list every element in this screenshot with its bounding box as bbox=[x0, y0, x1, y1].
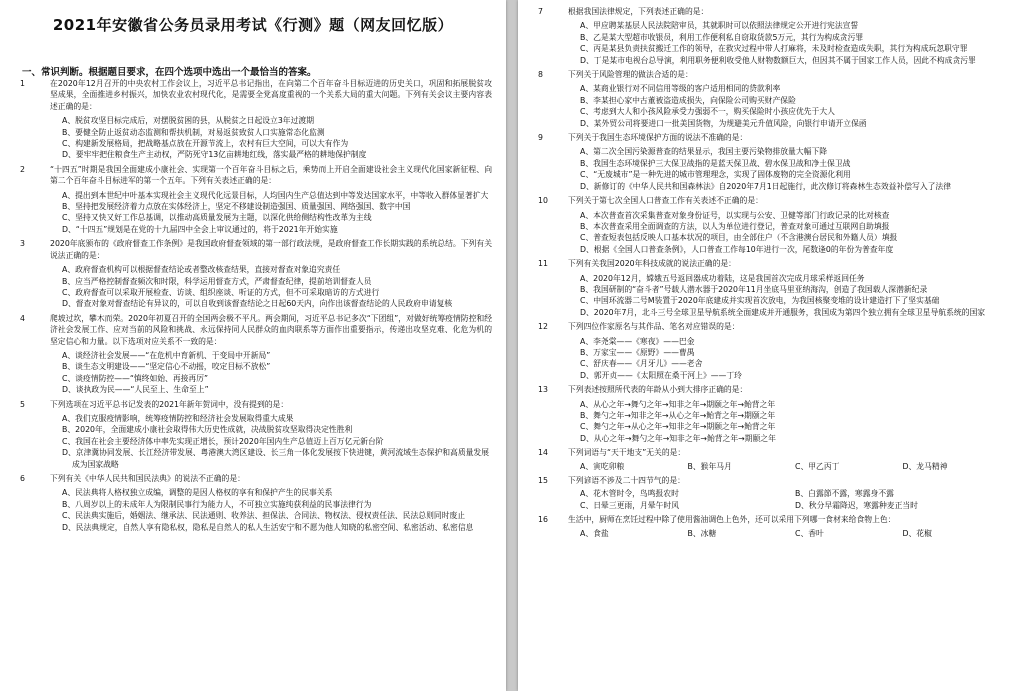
question-3 bbox=[18, 238, 492, 309]
document-title: 2021年安徽省公务员录用考试《行测》题（网友回忆版） bbox=[52, 16, 454, 34]
option-c: C、香叶 bbox=[795, 528, 824, 538]
question-number: 4 bbox=[20, 313, 25, 323]
option-d: D、“十四五”规划是在党的十九届四中全会上审议通过的，将于2021年开始实施 bbox=[62, 224, 338, 234]
option-d: D、民法典规定，自然人享有隐私权，隐私是自然人的私人生活安宁和不愿为他人知晓的私密空间、私密活动、私密信息 bbox=[62, 522, 474, 532]
question-8 bbox=[536, 69, 1010, 129]
option-d: D、丁是某市电视台总导演，利用职务便利收受他人财物数额巨大，但因其不属于国家工作人员，因此不构成贪污罪 bbox=[580, 55, 976, 65]
option-d: D、要牢牢把住粮食生产主动权，严防死守13亿亩耕地红线，落实最严格的耕地保护制度 bbox=[62, 150, 367, 160]
question-stem: 下列表述按照所代表的年龄从小到大排序正确的是： bbox=[568, 385, 748, 395]
question-number: 15 bbox=[538, 476, 548, 486]
question-stem: 下列有关我国2020年科技成就的说法正确的是： bbox=[568, 259, 736, 269]
option-c: C、普查短表包括反映人口基本状况的项目，由全部住户（不含港澳台居民和外籍人员）填报 bbox=[580, 233, 898, 243]
option-a: A、第二次全国污染源普查的结果显示，我国主要污染物排放量大幅下降 bbox=[580, 147, 828, 157]
document-page-right bbox=[518, 0, 1024, 691]
option-a: A、从心之年→舞勺之年→知非之年→期颐之年→鲐背之年 bbox=[580, 399, 776, 409]
option-a: A、政府督查机构可以根据督查结论或者整改核查结果，直接对督查对象追究责任 bbox=[62, 265, 341, 275]
question-stem: 2020年底颁布的《政府督查工作条例》是我国政府督查领域的第一部行政法规，是政府督查工作长期实践的系统总结。下列有关说法正确的是： bbox=[50, 239, 492, 260]
option-d: D、新修订的《中华人民共和国森林法》自2020年7月1日起施行，此次修订将森林生态效益补偿写入了法律 bbox=[580, 181, 952, 191]
option-a: A、李尧棠——《寒夜》——巴金 bbox=[580, 336, 695, 346]
question-stem: “十四五”时期是我国全面建成小康社会、实现第一个百年奋斗目标之后，乘势而上开启全面建设社会主义现代化国家新征程、向第二个百年奋斗目标进军的第一个五年。下列有关表述正确的是： bbox=[50, 164, 492, 186]
option-b: B、谈生态文明建设——“坚定信心不动摇，咬定目标不放松” bbox=[62, 362, 271, 372]
question-number: 10 bbox=[538, 196, 548, 206]
option-a: A、2020年12月，嫦娥五号返回器成功着陆，这是我国首次完成月球采样返回任务 bbox=[580, 273, 865, 283]
option-b: B、要健全防止返贫动态监测和帮扶机制，对易返贫致贫人口实施常态化监测 bbox=[62, 127, 325, 137]
option-d: D、龙马精神 bbox=[902, 461, 948, 471]
option-c: C、民法典实施后，婚姻法、继承法、民法通则、收养法、担保法、合同法、物权法、侵权责任法、民法总则同时废止 bbox=[62, 511, 466, 521]
option-d: D、京津冀协同发展、长江经济带发展、粤港澳大湾区建设、长三角一体化发展按下快进键，黄河流域生态保护和高质量发展成为国家战略 bbox=[62, 448, 490, 469]
option-c: C、考虑到大人和小孩风险承受力强弱不一，购买保险时小孩应优先于大人 bbox=[580, 107, 835, 117]
option-c: C、甲乙丙丁 bbox=[795, 461, 840, 471]
question-number: 8 bbox=[538, 70, 543, 80]
question-number: 11 bbox=[538, 259, 548, 269]
option-c: C、中国环流器二号M装置于2020年底建成并实现首次放电，为我国核聚变堆的设计建造打下了坚实基础 bbox=[580, 296, 940, 306]
option-a: A、食盐 bbox=[580, 528, 609, 538]
question-1 bbox=[18, 78, 492, 161]
option-b: B、2020年，全面建成小康社会取得伟大历史性成就，决战脱贫攻坚取得决定性胜利 bbox=[62, 425, 353, 435]
option-b: B、白露節不露，寒露身不露 bbox=[795, 489, 894, 499]
option-d: D、秋分早霜降迟，寒露种麦正当时 bbox=[795, 500, 918, 510]
option-d: D、某外贸公司将要进口一批美国货物，为规避美元升值风险，向银行申请开立保函 bbox=[580, 118, 867, 128]
option-c: C、丙是某县负责扶贫搬迁工作的领导，在救灾过程中带人打麻将，未及时检查造成失职，其行为构成玩忽职守罪 bbox=[580, 44, 968, 54]
question-number: 12 bbox=[538, 322, 548, 332]
option-d: D、郭开贞——《太阳照在桑干河上》——丁玲 bbox=[580, 370, 742, 380]
option-a: A、民法典将人格权独立成编，调整的是因人格权的享有和保护产生的民事关系 bbox=[62, 488, 333, 498]
option-c: C、我国在社会主要经济体中率先实现正增长，预计2020年国内生产总值迈上百万亿元新台阶 bbox=[62, 436, 384, 446]
question-stem: 下列选项在习近平总书记发表的2021年新年贺词中，没有提到的是： bbox=[50, 399, 289, 409]
option-b: B、本次普查采用全面调查的方法，以人为单位进行登记，普查对象可通过互联网自助填报 bbox=[580, 221, 890, 231]
option-d: D、根据《全国人口普查条例》，人口普查工作每10年进行一次，尾数逢0的年份为普查年度 bbox=[580, 244, 894, 254]
option-c: C、谈疫情防控——“慎终如始、再接再厉” bbox=[62, 373, 209, 383]
question-16 bbox=[536, 514, 1010, 539]
option-b: B、猴年马月 bbox=[687, 461, 732, 471]
option-b: B、我国研制的“奋斗者”号载人潜水器于2020年11月坐底马里亚纳海沟，创造了我国载人深潜新纪录 bbox=[580, 284, 928, 294]
question-7 bbox=[536, 6, 1010, 66]
option-a: A、本次普查首次采集普查对象身份证号，以实现与公安、卫健等部门行政记录的比对核查 bbox=[580, 210, 890, 220]
option-d: D、花椒 bbox=[902, 528, 932, 538]
question-number: 7 bbox=[538, 7, 543, 16]
question-number: 14 bbox=[538, 448, 548, 458]
question-number: 9 bbox=[538, 133, 543, 143]
option-b: B、舞勺之年→知非之年→从心之年→鲐背之年→期颐之年 bbox=[580, 411, 776, 420]
question-stem: 根据我国法律规定，下列表述正确的是： bbox=[568, 7, 709, 16]
option-c: C、日晕三更雨，月晕午时风 bbox=[580, 500, 680, 510]
question-2 bbox=[18, 164, 492, 235]
option-b: B、万家宝——《原野》——曹禺 bbox=[580, 347, 695, 357]
question-6 bbox=[18, 473, 492, 533]
question-13 bbox=[536, 384, 1010, 444]
question-number: 3 bbox=[20, 239, 25, 249]
question-stem: 下列有关《中华人民共和国民法典》的说法不正确的是： bbox=[50, 474, 245, 483]
option-b: B、李某担心家中古董被盗造成损失，向保险公司购买财产保险 bbox=[580, 95, 796, 105]
question-5 bbox=[18, 399, 492, 470]
question-10 bbox=[536, 195, 1010, 255]
question-11 bbox=[536, 258, 1010, 318]
option-b: B、冰糖 bbox=[687, 528, 717, 538]
section-heading: 一、常识判断。根据题目要求，在四个选项中选出一个最恰当的答案。 bbox=[22, 67, 317, 78]
question-stem: 下列词语与“天干地支”无关的是： bbox=[568, 448, 686, 458]
option-c: C、舒庆春——《月牙儿》——老舍 bbox=[580, 359, 703, 369]
option-b: B、乙是某大型超市收银员，利用工作便利私自窃取货款5万元，其行为构成贪污罪 bbox=[580, 32, 864, 42]
question-number: 2 bbox=[20, 164, 25, 174]
question-14 bbox=[536, 447, 1010, 472]
question-stem: 下列关于第七次全国人口普查工作有关表述不正确的是： bbox=[568, 196, 763, 206]
question-number: 1 bbox=[20, 79, 25, 88]
question-number: 6 bbox=[20, 474, 25, 483]
option-a: A、某商业银行对不同信用等级的客户适用相同的贷款利率 bbox=[580, 84, 781, 94]
question-list-right bbox=[536, 6, 1010, 542]
option-a: A、甲应聘某基层人民法院陪审员，其就职时可以依照法律规定公开进行宪法宣誓 bbox=[580, 21, 859, 31]
option-d: D、督查对象对督查结论有异议的，可以自收到该督查结论之日起60天内，向作出该督查结论的人民政府申请复核 bbox=[62, 299, 453, 309]
question-stem: 下列关于风险管理的做法合适的是： bbox=[568, 70, 693, 80]
option-b: B、坚持把发展经济着力点放在实体经济上，坚定不移建设制造强国、质量强国、网络强国、数字中国 bbox=[62, 202, 411, 212]
question-9 bbox=[536, 132, 1010, 192]
question-stem: 下列四位作家原名与其作品、笔名对应错误的是： bbox=[568, 322, 740, 332]
document-page-left bbox=[0, 0, 506, 691]
option-a: A、寅吃卯粮 bbox=[580, 461, 625, 471]
option-d: D、从心之年→舞勺之年→知非之年→鲐背之年→期颐之年 bbox=[580, 433, 776, 443]
question-list-left bbox=[18, 78, 492, 536]
question-stem: 生活中，厨师在烹饪过程中除了使用酱油调色上色外，还可以采用下列哪一食材来给食物上色： bbox=[568, 515, 896, 525]
option-a: A、花木管时令，鸟鸣报农时 bbox=[580, 489, 679, 499]
question-4 bbox=[18, 313, 492, 396]
question-number: 13 bbox=[538, 385, 548, 395]
question-number: 16 bbox=[538, 515, 548, 525]
option-c: C、舞勺之年→从心之年→知非之年→期颐之年→鲐背之年 bbox=[580, 422, 776, 432]
question-12 bbox=[536, 321, 1010, 381]
option-b: B、八周岁以上的未成年人为限制民事行为能力人，不可独立实施纯获利益的民事法律行为 bbox=[62, 499, 372, 509]
option-c: C、“无废城市”是一种先进的城市管理理念，实现了固体废物的完全资源化利用 bbox=[580, 170, 851, 180]
option-a: A、我们克服疫情影响，统筹疫情防控和经济社会发展取得重大成果 bbox=[62, 413, 294, 423]
option-d: D、谈执政为民——“人民至上、生命至上” bbox=[62, 385, 209, 395]
option-d: D、2020年7月，北斗三号全球卫星导航系统全面建成并开通服务，我国成为第四个独立拥有全球卫星导航系统的国家 bbox=[580, 307, 986, 317]
option-c: C、坚持又快又好工作总基调，以推动高质量发展为主题，以深化供给侧结构性改革为主线 bbox=[62, 213, 372, 223]
question-stem: 爬坡过坎，攀木而荣。2020年初夏召开的全国两会极不平凡。两会期间，习近平总书记多次“下团组”，对做好统筹疫情防控和经济社会发展工作、应对当前的风险和挑战、永远保持同人民群众的血肉联系等方面作出重要指示，传递出攻坚克难、化危为机的坚定信心和力量。以下选项对应关系不一致的是： bbox=[50, 313, 492, 346]
option-a: A、提出到本世纪中叶基本实现社会主义现代化远景目标，人均国内生产总值达到中等发达国家水平，中等收入群体显著扩大 bbox=[62, 190, 489, 200]
question-15 bbox=[536, 475, 1010, 511]
option-c: C、政府督查可以采取开展检查、访谈、组织座谈、听证的方式，但不可采取暗访的方式进行 bbox=[62, 287, 380, 297]
option-b: B、我国生态环境保护三大保卫战指的是蓝天保卫战、碧水保卫战和净土保卫战 bbox=[580, 158, 851, 168]
question-stem: 在2020年12月召开的中央农村工作会议上，习近平总书记指出，在向第二个百年奋斗目标迈进的历史关口，巩固和拓展脱贫攻坚成果，全面推进乡村振兴，加快农业农村现代化，是需要全党高度重视的一个关系大局的重大问题。下列有关会议主要内容表述正确的是： bbox=[50, 79, 492, 111]
option-a: A、谈经济社会发展——“在危机中育新机、于变局中开新局” bbox=[62, 350, 271, 360]
option-a: A、脱贫攻坚目标完成后，对摆脱贫困的县，从脱贫之日起设立3年过渡期 bbox=[62, 116, 314, 126]
option-c: C、构建新发展格局，把战略基点放在开源节流上，农村有巨大空间，可以大有作为 bbox=[62, 139, 349, 149]
option-b: B、应当严格控制督查频次和时限，科学运用督查方式，严肃督查纪律，提前培训督查人员 bbox=[62, 276, 372, 286]
question-number: 5 bbox=[20, 399, 25, 409]
question-stem: 下列关于我国生态环境保护方面的说法不准确的是： bbox=[568, 133, 748, 143]
question-stem: 下列谚语不涉及二十四节气的是： bbox=[568, 476, 685, 486]
